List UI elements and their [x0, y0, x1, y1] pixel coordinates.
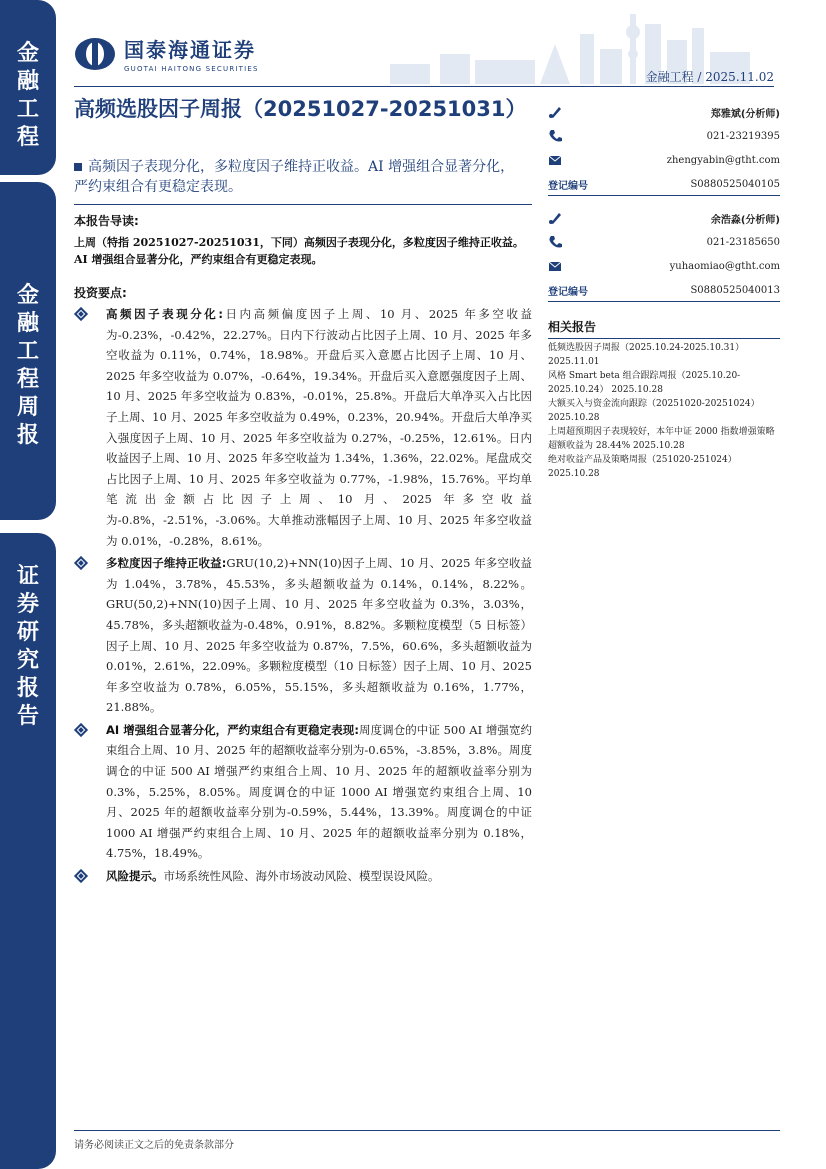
analyst-reg-row	[548, 278, 780, 302]
sidebar-char: 金	[16, 283, 39, 308]
report-title: 高频选股因子周报（20251027-20251031）	[74, 97, 527, 121]
analyst-divider	[548, 195, 780, 196]
analyst-name: 余浩淼(分析师)	[710, 214, 780, 226]
mail-icon	[548, 259, 562, 273]
diamond-bullet-icon	[74, 556, 88, 570]
analyst-name: 郑雅斌(分析师)	[710, 108, 780, 120]
sidebar-char: 研	[16, 620, 39, 645]
sidebar-tag-financial-engineering	[0, 0, 56, 175]
sidebar-char: 告	[16, 704, 39, 729]
sidebar-char: 金	[16, 41, 39, 66]
analyst-phone: 021-23185650	[706, 236, 780, 248]
key-point	[74, 553, 532, 718]
points-heading: 投资要点:	[74, 286, 127, 300]
related-reports-list	[548, 342, 780, 482]
key-point	[74, 720, 532, 864]
sidebar-tag-research-report	[0, 533, 56, 1169]
left-sidebar	[0, 0, 60, 1169]
title-divider	[74, 204, 532, 205]
diamond-bullet-icon	[74, 307, 88, 321]
guide-heading: 本报告导读:	[74, 214, 139, 228]
analyst-phone: 021-23219395	[706, 130, 780, 142]
phone-icon	[548, 129, 562, 143]
analyst-name-row	[548, 206, 780, 230]
key-points-list	[74, 304, 532, 889]
key-point	[74, 866, 532, 887]
sidebar-char: 证	[16, 564, 39, 589]
footer-divider	[74, 1130, 780, 1131]
analyst-email-row	[548, 148, 780, 172]
mail-icon	[548, 153, 562, 167]
guide-text: 上周（特指 20251027-20251031，下同）高频因子表现分化，多粒度因子维持正收益。AI 增强组合显著分化，严约束组合有更稳定表现。	[74, 236, 524, 266]
sidebar-char: 程	[16, 367, 39, 392]
analyst-card	[548, 100, 780, 196]
key-point-lead: 高频因子表现分化:	[106, 307, 223, 321]
sidebar-char: 报	[16, 423, 39, 448]
analyst-email[interactable]: yuhaomiao@gtht.com	[669, 260, 780, 272]
sidebar-char: 工	[16, 97, 39, 122]
brand-name-cn: 国泰海通证券	[124, 38, 256, 62]
analyst-phone-row	[548, 124, 780, 148]
key-point-text: GRU(10,2)+NN(10)因子上周、10 月、2025 年多空收益为 1.04%，3.78%，45.53%，多头超额收益为 0.14%，0.14%，8.22%。GRU(50,2)+NN(10)因子上周、10 月、2025 年多空收益为 0.3%，3.03%，45.78%，多头超额收益为-0.48%，0.91%，8.82%。多颗粒度模型（5 日标签）因子上周、10 月、2025 年多空收益为 0.87%，7.5%，60.6%，多头超额收益为 0.01%，2.61%，22.09%。多颗粒度模型（10 日标签）因子上周、10 月、2025 年多空收益为 0.78%，6.05%，55.15%，多头超额收益为 0.16%，1.77%，21.88%。	[106, 556, 532, 715]
analyst-email[interactable]: zhengyabin@gtht.com	[666, 154, 780, 166]
analyst-email-row	[548, 254, 780, 278]
key-point-text: 日内高频偏度因子上周、10 月、2025 年多空收益为-0.23%，-0.42%，22.27%。日内下行波动占比因子上周、10 月、2025 年多空收益为 0.11%，0.74%，18.98%。开盘后买入意愿占比因子上周、10 月、2025 年多空收益为 0.07%，-0.64%，19.34%。开盘后买入意愿强度因子上周、10 月、2025 年多空收益为 0.83%，-0.01%，25.8%。开盘后大单净买入占比因子上周、10 月、2025 年多空收益为 0.49%，0.23%，20.94%。开盘后大单净买入强度因子上周、10 月、2025 年多空收益为 0.27%，-0.25%，12.61%。日内收益因子上周、10 月、2025 年多空收益为 1.34%，1.36%，22.02%。尾盘成交占比因子上周、10 月、2025 年多空收益为 0.77%，-1.98%，15.76%。平均单笔流出金额占比因子上周、10 月、2025 年多空收益为-0.8%，-2.51%，-3.06%。大单推动涨幅因子上周、10 月、2025 年多空收益为 0.01%，-0.28%，8.61%。	[106, 307, 532, 548]
reg-label: 登记编号	[548, 180, 588, 192]
related-reports-heading: 相关报告	[548, 320, 597, 334]
sidebar-char: 券	[16, 592, 39, 617]
sidebar-char: 融	[16, 69, 39, 94]
related-report-link[interactable]: 大额买入与资金流向跟踪（20251020-20251024）2025.10.28	[548, 399, 760, 423]
related-report-link[interactable]: 低频选股因子周报（2025.10.24-2025.10.31）2025.11.01	[548, 343, 745, 367]
sidebar-char: 融	[16, 311, 39, 336]
analyst-reg-row	[548, 172, 780, 196]
header-category-date: 金融工程 / 2025.11.02	[645, 70, 774, 84]
company-logo	[74, 34, 259, 73]
key-point-text: 市场系统性风险、海外市场波动风险、模型误设风险。	[163, 869, 440, 884]
key-point-lead: AI 增强组合显著分化，严约束组合有更稳定表现:	[106, 722, 359, 737]
analyst-name-row	[548, 100, 780, 124]
reg-label: 登记编号	[548, 286, 588, 298]
reg-number: S0880525040105	[690, 178, 780, 190]
sidebar-char: 周	[16, 395, 39, 420]
related-report-link[interactable]: 上周超预期因子表现较好，本年中证 2000 指数增强策略超额收益为 28.44% 2025.10.28	[548, 427, 775, 451]
diamond-bullet-icon	[74, 723, 88, 737]
sidebar-tag-weekly	[0, 182, 56, 520]
key-point-text: 周度调仓的中证 500 AI 增强宽约束组合上周、10 月、2025 年的超额收益率分别为-0.65%，-3.85%，3.8%。周度调仓的中证 500 AI 增强严约束组合上周、10 月、2025 年的超额收益率分别为 0.3%，5.25%，8.05%。周度调仓的中证 1000 AI 增强宽约束组合上周、10 月、2025 年的超额收益率分别为-0.59%，5.44%，13.39%。周度调仓的中证 1000 AI 增强严约束组合上周、10 月、2025 年的超额收益率分别为 0.18%，4.75%，18.49%。	[106, 722, 532, 861]
disclaimer-note: 请务必阅读正文之后的免责条款部分	[74, 1140, 234, 1151]
key-point-lead: 多粒度因子维持正收益:	[106, 556, 227, 571]
sidebar-char: 究	[16, 648, 39, 673]
header-divider	[74, 86, 774, 87]
square-bullet-icon	[74, 163, 82, 171]
key-point-lead: 风险提示。	[106, 869, 164, 884]
related-report-link[interactable]: 风格 Smart beta 组合跟踪周报（2025.10.20-2025.10.24） 2025.10.28	[548, 371, 741, 395]
pen-icon	[548, 105, 562, 119]
related-report-link[interactable]: 绝对收益产品及策略周报（251020-251024）2025.10.28	[548, 455, 737, 479]
logo-mark-icon	[74, 37, 116, 71]
key-point	[74, 304, 532, 551]
brand-name-en: GUOTAI HAITONG SECURITIES	[124, 65, 259, 73]
subtitle-text: 高频因子表现分化，多粒度因子维持正收益。AI 增强组合显著分化，严约束组合有更稳定表现。	[74, 159, 515, 195]
analyst-phone-row	[548, 230, 780, 254]
sidebar-char: 报	[16, 676, 39, 701]
reg-number: S0880525040013	[690, 284, 780, 296]
diamond-bullet-icon	[74, 869, 88, 883]
sidebar-char: 程	[16, 125, 39, 150]
analyst-card	[548, 206, 780, 302]
analyst-divider	[548, 301, 780, 302]
report-subtitle	[74, 157, 524, 197]
sidebar-char: 工	[16, 339, 39, 364]
phone-icon	[548, 235, 562, 249]
pen-icon	[548, 211, 562, 225]
related-divider	[548, 338, 780, 339]
